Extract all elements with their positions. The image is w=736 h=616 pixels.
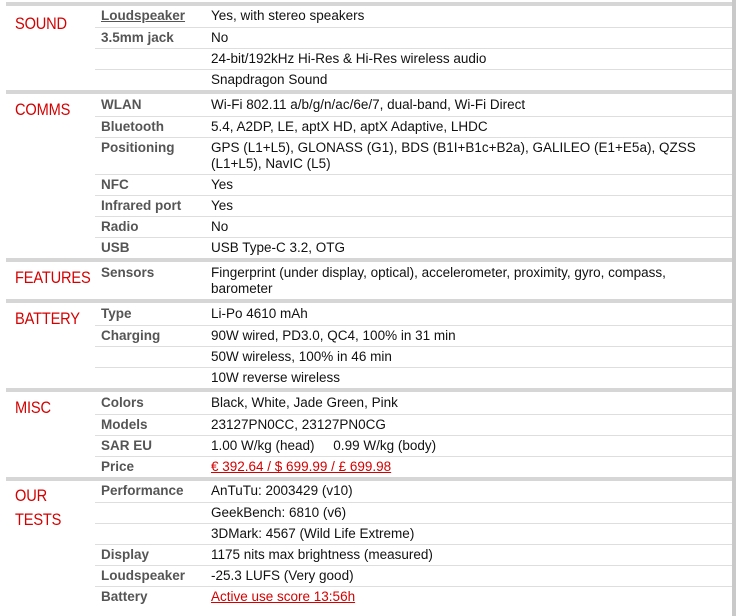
spec-row bbox=[95, 367, 732, 388]
spec-row bbox=[95, 216, 732, 237]
section-misc bbox=[0, 393, 732, 477]
section-divider bbox=[6, 388, 732, 392]
spec-row bbox=[95, 544, 732, 565]
category-label-line: OUR bbox=[15, 486, 47, 505]
spec-title: USB bbox=[101, 240, 130, 255]
spec-row bbox=[95, 174, 732, 195]
spec-value: 50W wireless, 100% in 46 min bbox=[211, 349, 392, 364]
spec-value: 23127PN0CC, 23127PN0CG bbox=[211, 417, 386, 432]
spec-row bbox=[95, 502, 732, 523]
spec-title: WLAN bbox=[101, 97, 142, 112]
spec-value: Yes bbox=[211, 198, 234, 213]
spec-row bbox=[95, 346, 732, 367]
section-divider bbox=[6, 299, 732, 303]
spec-row bbox=[95, 435, 732, 456]
spec-title: 3.5mm jack bbox=[101, 30, 174, 45]
spec-row bbox=[95, 393, 732, 414]
spec-value: 3DMark: 4567 (Wild Life Extreme) bbox=[211, 526, 415, 541]
price-link[interactable]: € 392.64 / $ 699.99 / £ 699.98 bbox=[211, 459, 392, 474]
spec-value: Li-Po 4610 mAh bbox=[211, 306, 308, 321]
spec-row bbox=[95, 69, 732, 90]
spec-row bbox=[95, 27, 732, 48]
spec-value: 90W wired, PD3.0, QC4, 100% in 31 min bbox=[211, 328, 456, 343]
spec-row bbox=[95, 48, 732, 69]
spec-title-link[interactable]: Loudspeaker bbox=[101, 8, 186, 23]
spec-title: Price bbox=[101, 459, 135, 474]
spec-value: Yes bbox=[211, 177, 234, 192]
spec-value: GPS (L1+L5), GLONASS (G1), BDS (B1I+B1c+B2a), GALILEO (E1+E5a), QZSS (L1+L5), NavIC (L5) bbox=[211, 140, 696, 171]
section-features bbox=[0, 263, 732, 300]
spec-row bbox=[95, 414, 732, 435]
spec-value: 1.00 W/kg (head) 0.99 W/kg (body) bbox=[211, 438, 437, 453]
spec-value: -25.3 LUFS (Very good) bbox=[211, 568, 354, 583]
spec-row bbox=[95, 195, 732, 216]
spec-value: GeekBench: 6810 (v6) bbox=[211, 505, 347, 520]
spec-title: Infrared port bbox=[101, 198, 182, 213]
spec-row bbox=[95, 565, 732, 586]
spec-title: Radio bbox=[101, 219, 139, 234]
spec-row bbox=[95, 263, 732, 300]
section-divider bbox=[6, 258, 732, 262]
category-label: BATTERY bbox=[15, 309, 80, 328]
spec-title: NFC bbox=[101, 177, 129, 192]
spec-title: Bluetooth bbox=[101, 119, 164, 134]
spec-title: Loudspeaker bbox=[101, 568, 186, 583]
category-label-line: TESTS bbox=[15, 510, 62, 529]
category-label: SOUND bbox=[15, 14, 67, 33]
spec-title: SAR EU bbox=[101, 438, 153, 453]
spec-value: Snapdragon Sound bbox=[211, 72, 328, 87]
spec-value: Fingerprint (under display, optical), accelerometer, proximity, gyro, compass, barometer bbox=[211, 265, 666, 296]
category-label: MISC bbox=[15, 398, 51, 417]
spec-row bbox=[95, 456, 732, 477]
spec-value: 1175 nits max brightness (measured) bbox=[211, 547, 433, 562]
section-divider bbox=[6, 90, 732, 94]
spec-row bbox=[95, 95, 732, 116]
spec-title: Positioning bbox=[101, 140, 175, 155]
spec-value: Black, White, Jade Green, Pink bbox=[211, 395, 398, 410]
spec-row bbox=[95, 237, 732, 258]
category-label: FEATURES bbox=[15, 268, 91, 287]
spec-value: 10W reverse wireless bbox=[211, 370, 341, 385]
spec-value: Yes, with stereo speakers bbox=[211, 8, 365, 23]
spec-row bbox=[95, 586, 732, 607]
spec-title: Performance bbox=[101, 483, 184, 498]
spec-row bbox=[95, 6, 732, 27]
spec-title: Charging bbox=[101, 328, 161, 343]
spec-row bbox=[95, 481, 732, 502]
section-battery bbox=[0, 304, 732, 388]
spec-title: Colors bbox=[101, 395, 144, 410]
spec-row bbox=[95, 325, 732, 346]
spec-row bbox=[95, 523, 732, 544]
spec-title: Battery bbox=[101, 589, 148, 604]
spec-row bbox=[95, 304, 732, 325]
spec-title: Display bbox=[101, 547, 150, 562]
spec-title: Models bbox=[101, 417, 148, 432]
spec-value: 5.4, A2DP, LE, aptX HD, aptX Adaptive, LHDC bbox=[211, 119, 488, 134]
spec-title: Sensors bbox=[101, 265, 155, 280]
section-sound bbox=[0, 6, 732, 90]
right-scroll-edge bbox=[732, 0, 736, 616]
spec-value: AnTuTu: 2003429 (v10) bbox=[211, 483, 353, 498]
spec-value: Wi-Fi 802.11 a/b/g/n/ac/6e/7, dual-band, Wi-Fi Direct bbox=[211, 97, 526, 112]
spec-title: Type bbox=[101, 306, 132, 321]
spec-row bbox=[95, 137, 732, 174]
section-comms bbox=[0, 95, 732, 258]
spec-value: No bbox=[211, 30, 229, 45]
spec-row bbox=[95, 116, 732, 137]
spec-value: USB Type-C 3.2, OTG bbox=[211, 240, 346, 255]
category-label bbox=[15, 484, 61, 532]
spec-value: 24-bit/192kHz Hi-Res & Hi-Res wireless audio bbox=[211, 51, 487, 66]
category-label: COMMS bbox=[15, 100, 71, 119]
section-our-tests bbox=[0, 481, 732, 616]
battery-score-link[interactable]: Active use score 13:56h bbox=[211, 589, 356, 604]
spec-value: No bbox=[211, 219, 229, 234]
